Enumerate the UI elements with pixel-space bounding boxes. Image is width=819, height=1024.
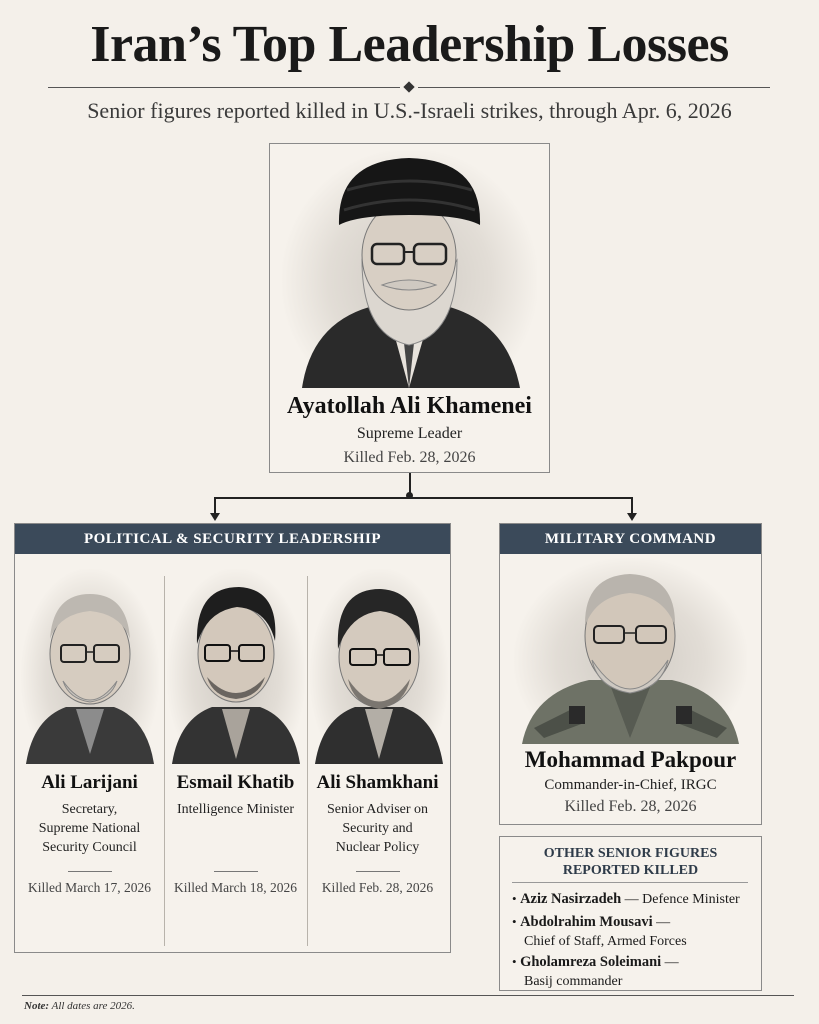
leader-name: Ayatollah Ali Khamenei [287,393,532,419]
title-rule-left [48,87,400,88]
other-figure-dash: — [661,955,679,970]
page-title: Iran’s Top Leadership Losses [90,16,729,73]
military-command-header: MILITARY COMMAND [500,524,761,554]
leader-portrait-illustration [282,150,537,388]
larijani-role-line: Supreme National [38,821,141,836]
short-divider [356,871,400,872]
short-divider [214,871,258,872]
larijani-killed-date: Killed March 17, 2026 [28,880,151,895]
arrow-down-icon [210,513,220,521]
political-security-panel [14,523,451,953]
khatib-killed-date: Killed March 18, 2026 [174,880,297,895]
list-item [512,889,757,909]
other-figures-rule [512,882,748,883]
pakpour-killed-date: Killed Feb. 28, 2026 [564,798,697,815]
other-figures-header [500,845,761,879]
other-figure-role: Basij commander [524,974,623,989]
khatib-name: Esmail Khatib [176,772,295,793]
pakpour-role: Commander-in-Chief, IRGC [544,777,717,793]
shamkhani-role-line: Senior Adviser on [326,802,429,817]
title-diamond-ornament [403,81,414,92]
leader-portrait [282,150,537,388]
pakpour-name: Mohammad Pakpour [524,747,737,772]
shamkhani-role-line: Nuclear Policy [335,840,420,855]
political-security-header: POLITICAL & SECURITY LEADERSHIP [15,524,450,554]
other-figures-header-line: OTHER SENIOR FIGURES [543,846,718,861]
footnote [24,1000,135,1012]
leader-role: Supreme Leader [356,425,463,442]
khatib-illustration [167,569,305,764]
larijani-role [15,800,164,857]
larijani-portrait [21,569,159,764]
arrow-down-icon [627,513,637,521]
other-figure-name: Gholamreza Soleimani [520,954,662,970]
footer-rule [22,995,794,996]
footnote-label: Note: [24,1000,50,1012]
shamkhani-illustration [310,569,448,764]
leader-card [269,143,550,473]
other-figure-name: Aziz Nasirzadeh [520,891,622,907]
bullet-icon: • [512,954,517,969]
connector-right-drop [631,497,633,514]
other-figure-name: Abdolrahim Mousavi [520,914,653,930]
other-figure-dash: — [652,915,671,930]
list-item [512,912,757,951]
shamkhani-name: Ali Shamkhani [316,772,439,793]
connector-horizontal [214,497,632,499]
leader-killed-date: Killed Feb. 28, 2026 [343,449,476,466]
page-subtitle: Senior figures reported killed in U.S.-Israeli strikes, through Apr. 6, 2026 [87,98,732,123]
footnote-text: All dates are 2026. [49,1000,135,1012]
list-item [512,952,757,991]
larijani-role-line: Security Council [42,840,137,855]
pakpour-illustration [514,558,747,744]
shamkhani-role [305,800,450,857]
connector-left-drop [214,497,216,514]
shamkhani-killed-date: Killed Feb. 28, 2026 [321,880,434,895]
khatib-role [161,800,310,819]
short-divider [68,871,112,872]
military-command-panel [499,523,762,825]
bullet-icon: • [512,914,517,929]
title-rule-right [418,87,770,88]
other-figure-role: Chief of Staff, Armed Forces [524,934,687,949]
other-figures-panel [499,836,762,991]
shamkhani-portrait [310,569,448,764]
other-figure-role: — Defence Minister [621,892,740,907]
khatib-role-line: Intelligence Minister [176,802,295,817]
other-figures-header-line: REPORTED KILLED [562,863,699,878]
shamkhani-role-line: Security and [342,821,413,836]
khatib-portrait [167,569,305,764]
bullet-icon: • [512,891,517,906]
larijani-illustration [21,569,159,764]
larijani-name: Ali Larijani [41,772,138,793]
pakpour-portrait [514,558,747,744]
larijani-role-line: Secretary, [61,802,118,817]
